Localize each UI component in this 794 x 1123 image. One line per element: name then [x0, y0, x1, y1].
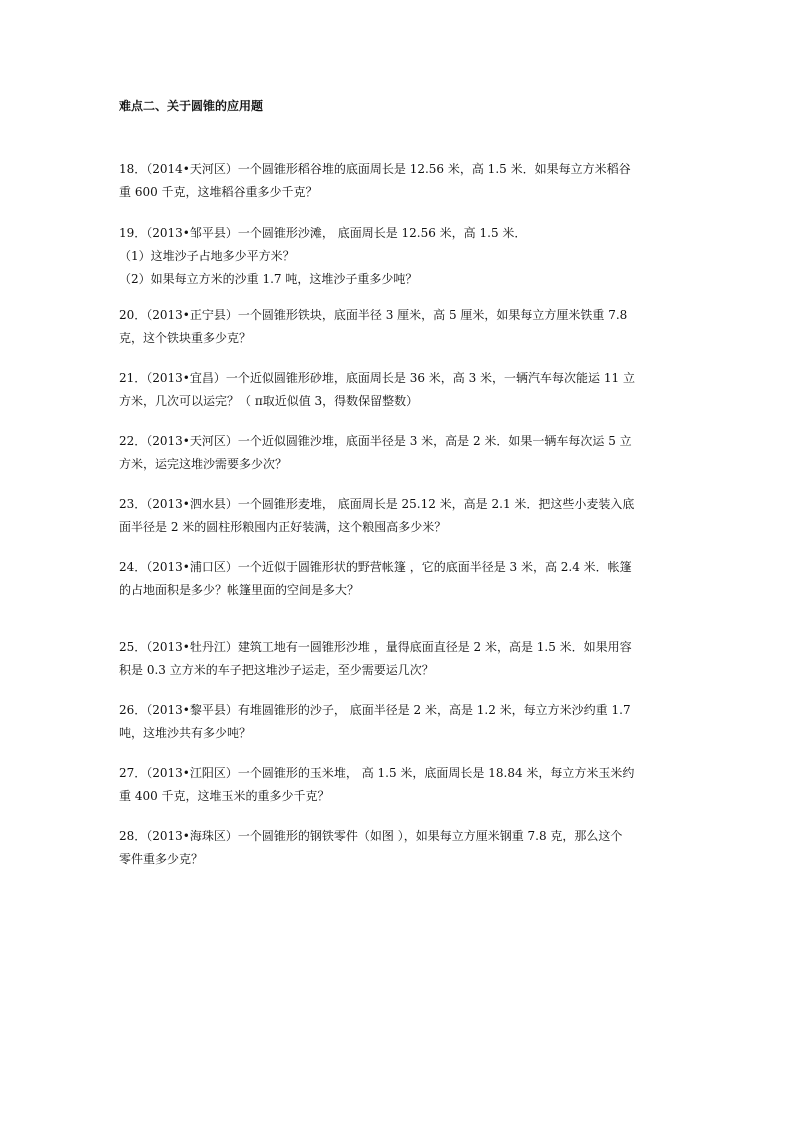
problem-line: 零件重多少克？	[119, 852, 204, 866]
problem-item	[119, 222, 674, 291]
problem-line: （2）如果每立方米的沙重 1.7 吨，这堆沙子重多少吨？	[119, 272, 418, 286]
problem-line: 重 400 千克，这堆玉米的重多少千克？	[119, 789, 330, 803]
problem-line: 方米，运完这堆沙需要多少次？	[119, 457, 288, 471]
problem-item	[119, 556, 674, 602]
problem-item	[119, 699, 674, 745]
problem-line: （1）这堆沙子占地多少平方米？	[119, 249, 295, 263]
section-title: 难点二、关于圆锥的应用题	[119, 99, 264, 113]
problem-line: 克，这个铁块重多少克？	[119, 331, 252, 345]
problem-item	[119, 762, 674, 808]
problem-line: 26．（2013•黎平县）有堆圆锥形的沙子， 底面半径是 2 米，高是 1.2 米，每立方米沙约重 1.7	[119, 703, 631, 717]
problem-line: 面半径是 2 米的圆柱形粮囤内正好装满，这个粮囤高多少米？	[119, 520, 447, 534]
problem-item	[119, 430, 674, 476]
problem-line: 27．（2013•江阳区）一个圆锥形的玉米堆， 高 1.5 米，底面周长是 18.84 米，每立方米玉米约	[119, 766, 635, 780]
problem-line: 24．（2013•浦口区）一个近似于圆锥形状的野营帐篷 ，它的底面半径是 3 米，高 2.4 米．帐篷	[119, 560, 632, 574]
problem-item	[119, 158, 674, 204]
problem-item	[119, 825, 674, 871]
problem-line: 23．（2013•泗水县）一个圆锥形麦堆， 底面周长是 25.12 米，高是 2.1 米．把这些小麦装入底	[119, 497, 635, 511]
problem-item	[119, 304, 674, 350]
problem-line: 19．（2013•邹平县）一个圆锥形沙滩， 底面周长是 12.56 米，高 1.5 米．	[119, 226, 527, 240]
problem-line: 重 600 千克，这堆稻谷重多少千克？	[119, 185, 318, 199]
problem-line: 18．（2014•天河区）一个圆锥形稻谷堆的底面周长是 12.56 米，高 1.5 米．如果每立方米稻谷	[119, 162, 631, 176]
problem-item	[119, 367, 674, 413]
problem-item	[119, 493, 674, 539]
problem-line: 积是 0.3 立方米的车子把这堆沙子运走，至少需要运几次？	[119, 663, 434, 677]
problem-line: 21．（2013•宜昌）一个近似圆锥形砂堆，底面周长是 36 米，高 3 米，一辆汽车每次能运 11 立	[119, 371, 635, 385]
problem-line: 28．（2013•海珠区）一个圆锥形的钢铁零件（如图 ），如果每立方厘米钢重 7.8 克，那么这个	[119, 829, 623, 843]
problem-line: 方米，几次可以运完？（ π取近似值 3，得数保留整数）	[119, 394, 419, 408]
problem-line: 25．（2013•牡丹江）建筑工地有一圆锥形沙堆 ，量得底面直径是 2 米，高是 1.5 米．如果用容	[119, 640, 632, 654]
problem-line: 22．（2013•天河区）一个近似圆锥沙堆，底面半径是 3 米，高是 2 米．如果一辆车每次运 5 立	[119, 434, 632, 448]
problem-line: 20．（2013•正宁县）一个圆锥形铁块，底面半径 3 厘米，高 5 厘米，如果每立方厘米铁重 7.8	[119, 308, 628, 322]
problem-item	[119, 636, 674, 682]
problem-line: 吨，这堆沙共有多少吨？	[119, 726, 252, 740]
problem-line: 的占地面积是多少？帐篷里面的空间是多大？	[119, 583, 360, 597]
